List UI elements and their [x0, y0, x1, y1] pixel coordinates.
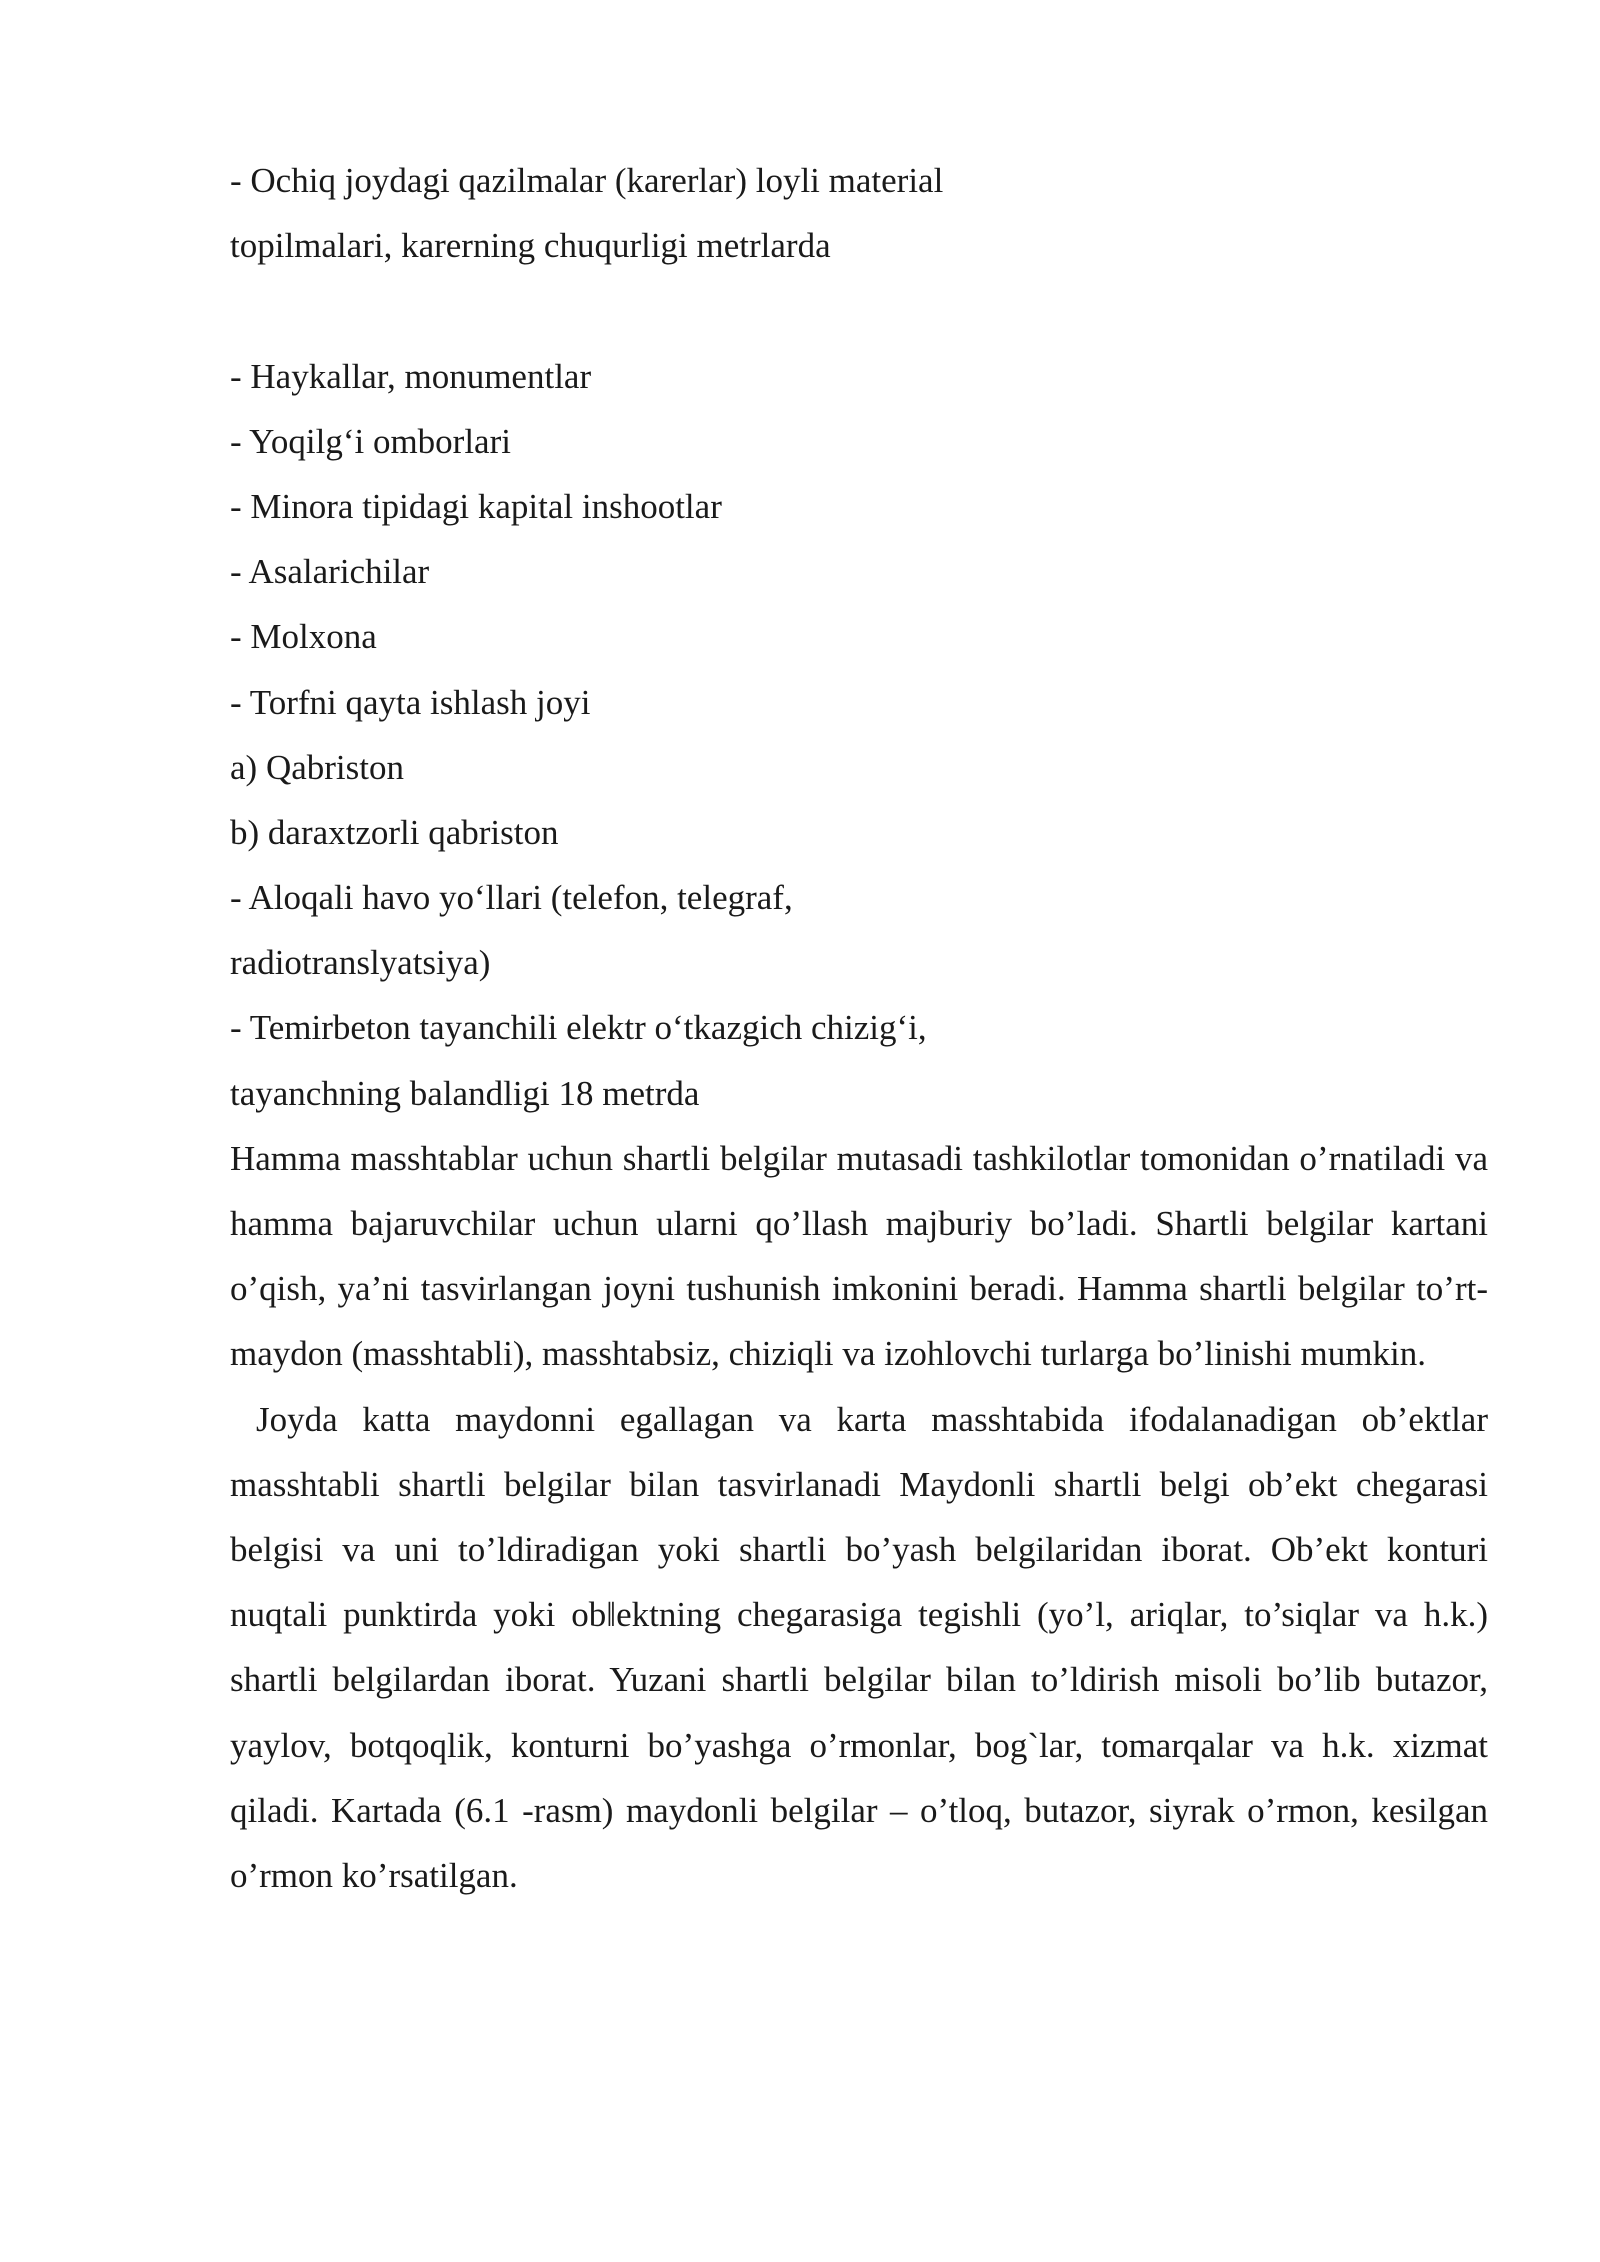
- list-item: - Molxona: [230, 617, 377, 657]
- list-item: - Yoqilg‘i omborlari: [230, 421, 511, 461]
- list-item: radiotranslyatsiya): [230, 943, 491, 983]
- paragraph: Hamma masshtablar uchun shartli belgilar mutasadi tashkilotlar tomonidan o’rnatiladi va hamma bajaruvchilar uchun ularni qo’llash majburiy bo’ladi. Shartli belgilar kartani o’qish, ya’ni tasvirlangan joyni tushunish imkonini beradi. Hamma shartli belgilar to’rt-maydon (masshtabli), masshtabsiz, chiziqli va izohlovchi turlarga bo’linishi mumkin.: [230, 1138, 1488, 1374]
- list-item: tayanchning balandligi 18 metrda: [230, 1073, 700, 1113]
- paragraph: Joyda katta maydonni egallagan va karta masshtabida ifodalanadigan ob’ektlar masshtabli shartli belgilar bilan tasvirlanadi Maydonli shartli belgi ob’ekt chegarasi belgisi va uni to’ldiradigan yoki shartli bo’yash belgilaridan iborat. Ob’ekt konturi nuqtali punktirda yoki ob‖ektning chegarasiga tegishli (yo’l, ariqlar, to’siqlar va h.k.) shartli belgilardan iborat. Yuzani shartli belgilar bilan to’ldirish misoli bo’lib butazor, yaylov, botqoqlik, konturni bo’yashga o’rmonlar, bog`lar, tomarqalar va h.k. xizmat qiladi. Kartada (6.1 -rasm) maydonli belgilar – o’tloq, butazor, siyrak o’rmon, kesilgan o’rmon ko’rsatilgan.: [230, 1399, 1488, 1896]
- blank-line: [230, 278, 1488, 343]
- list-item: - Torfni qayta ishlash joyi: [230, 682, 591, 722]
- list-item: a) Qabriston: [230, 747, 404, 787]
- list-item: - Temirbeton tayanchili elektr o‘tkazgich chizig‘i,: [230, 1008, 927, 1048]
- list-item: - Asalarichilar: [230, 552, 430, 592]
- list-item: b) daraxtzorli qabriston: [230, 812, 559, 852]
- document-page: [230, 148, 1488, 1908]
- list-item: - Minora tipidagi kapital inshootlar: [230, 486, 722, 526]
- list-item: - Haykallar, monumentlar: [230, 356, 592, 396]
- list-item: - Aloqali havo yo‘llari (telefon, telegraf,: [230, 878, 793, 918]
- text-line: - Ochiq joydagi qazilmalar (karerlar) loyli material: [230, 161, 944, 200]
- text-line: topilmalari, karerning chuqurligi metrlarda: [230, 226, 831, 266]
